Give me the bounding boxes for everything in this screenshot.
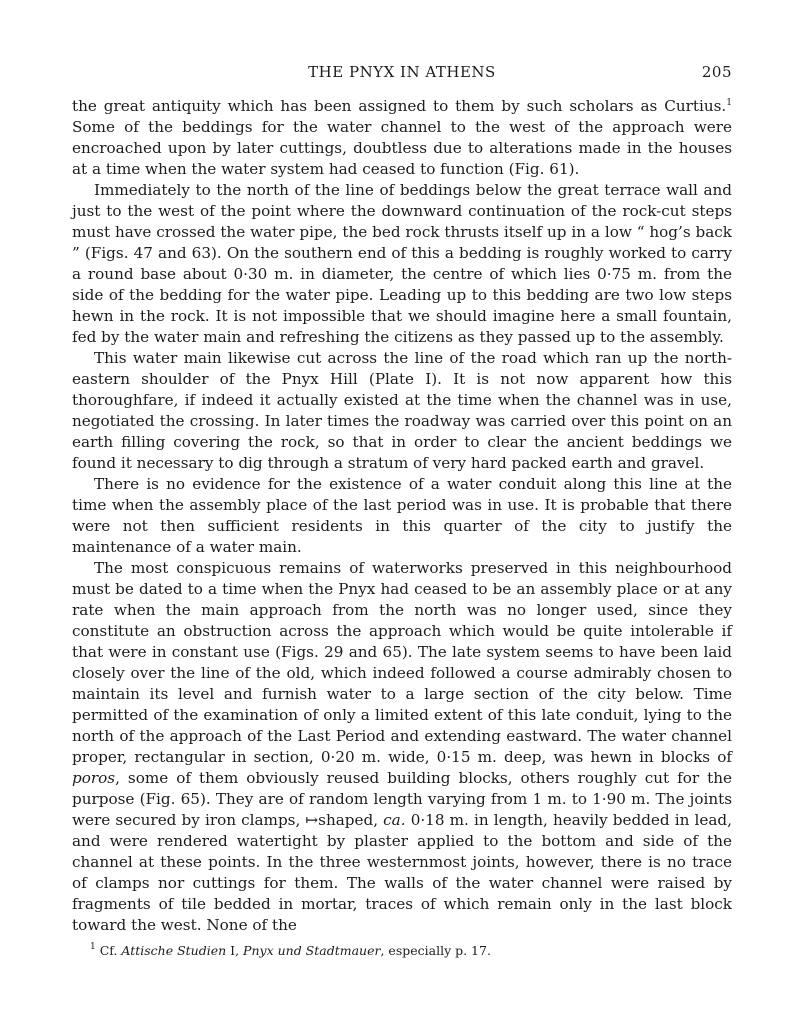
footnote-work-2: Pnyx und Stadtmauer [243, 943, 381, 958]
paragraph-3: This water main likewise cut across the line of the road which ran up the north-eastern shoulder of the Pnyx Hill (Plate I). It is not now apparent how this thoroughfare, if indeed it actually existed at the time when the channel was in use, negotiated the crossing. In later times the roadway was carried over this point on an earth filling covering the rock, so that in order to clear the ancient beddings we found it necessary to dig through a stratum of very hard packed earth and gravel. [72, 349, 732, 472]
footnote-middle: I, [226, 943, 244, 958]
paragraph-2: Immediately to the north of the line of beddings below the great terrace wall and just to the west of the point where the downward continuation of the rock-cut steps must have crossed the water pipe, the bed rock thrusts itself up in a low “ hog’s back ” (Figs. 47 and 63). On the southern end of this a bedding is roughly worked to carry a round base about 0·30 m. in diameter, the centre of which lies 0·75 m. from the side of the bedding for the water pipe. Leading up to this bedding are two low steps hewn in the rock. It is not impossible that we should imagine here a small fountain, fed by the water main and refreshing the citizens as they passed up to the assembly. [72, 181, 732, 346]
footnote-suffix: , especially p. 17. [380, 943, 491, 958]
footnote [90, 943, 730, 959]
paragraph-1-text-b: Some of the beddings for the water channel to the west of the approach were encroached upon by later cuttings, doubtless due to alterations made in the houses at a time when the water system had ceased to function (Fig. 61). [72, 118, 732, 178]
paragraph-5-text-a: The most conspicuous remains of waterworks preserved in this neighbourhood must be dated to a time when the Pnyx had ceased to be an assembly place or at any rate when the main approach from the north was no longer used, since they constitute an obstruction across the approach which would be quite intolerable if that were in constant use (Figs. 29 and 65). The late system seems to have been laid closely over the line of the old, which indeed followed a course admirably chosen to maintain its level and furnish water to a large section of the city below. Time permitted of the examination of only a limited extent of this late conduit, lying to the north of the approach of the Last Period and extending eastward. The water channel proper, rectangular in section, 0·20 m. wide, 0·15 m. deep, was hewn in blocks of [72, 559, 732, 766]
paragraph-1-text-a: the great antiquity which has been assigned to them by such scholars as Curtius. [72, 97, 727, 115]
paragraph-5 [72, 558, 732, 936]
paragraph-1 [72, 96, 732, 180]
footnote-marker: 1 [90, 942, 96, 952]
italic-abbrev-ca: ca. [383, 811, 406, 829]
footnote-work-1: Attische Studien [121, 943, 227, 958]
paragraph-5-text-c: 0·18 m. in length, heavily bedded in lead, and were rendered watertight by plaster applied to the bottom and side of the channel at these points. In the three westernmost joints, however, there is no trace of clamps nor cuttings for them. The walls of the water channel were raised by fragments of tile bedded in mortar, traces of which remain only in the last block toward the west. None of the [72, 811, 732, 934]
running-title: THE PNYX IN ATHENS [308, 63, 496, 81]
paragraph-4: There is no evidence for the existence of a water conduit along this line at the time when the assembly place of the last period was in use. It is probable that there were not then sufficient residents in this quarter of the city to justify the maintenance of a water main. [72, 475, 732, 556]
page-number: 205 [701, 63, 732, 81]
footnote-prefix: Cf. [95, 943, 122, 958]
paragraph-5-text-b: , some of them obviously reused building blocks, others roughly cut for the purpose (Fig. 65). They are of random length varying from 1 m. to 1·90 m. The joints were secured by iron clamps, ↦shaped, [72, 769, 732, 829]
italic-term-poros: poros [72, 769, 116, 787]
body-text [72, 96, 732, 936]
footnote-reference: 1 [726, 98, 732, 108]
